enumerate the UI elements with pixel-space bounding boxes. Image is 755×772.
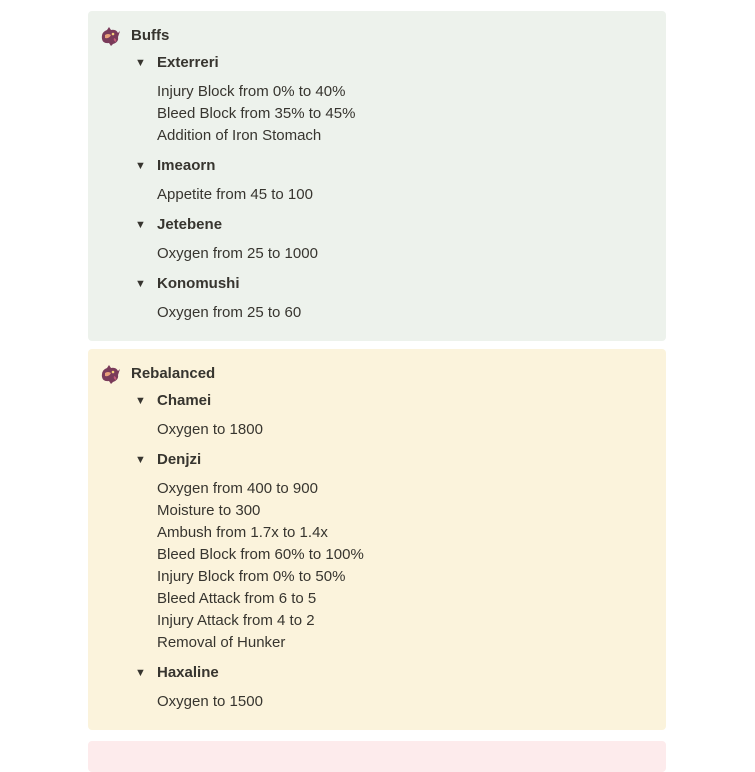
toggle-title: Exterreri: [157, 54, 219, 71]
list-item: Removal of Hunker: [157, 634, 286, 651]
toggle-arrow-icon[interactable]: ▼: [135, 160, 146, 172]
toggle-header[interactable]: [88, 214, 666, 236]
list-item: Oxygen to 1800: [157, 421, 263, 438]
toggle-arrow-icon[interactable]: ▼: [135, 667, 146, 679]
toggle-header[interactable]: [88, 273, 666, 295]
toggle-block: [88, 449, 666, 654]
toggle-arrow-icon[interactable]: ▼: [135, 395, 146, 407]
dragon-icon: [99, 25, 121, 47]
toggle-arrow-icon[interactable]: ▼: [135, 454, 146, 466]
list-item: Oxygen from 25 to 60: [157, 304, 302, 321]
toggle-header[interactable]: [88, 390, 666, 412]
toggle-arrow-icon[interactable]: ▼: [135, 278, 146, 290]
toggle-title: Chamei: [157, 392, 212, 409]
list-item: Addition of Iron Stomach: [157, 127, 322, 144]
list-item: Injury Block from 0% to 50%: [157, 568, 346, 585]
toggle-block: [88, 214, 666, 265]
callout-rebalanced: [88, 349, 666, 730]
toggle-title: Konomushi: [157, 275, 240, 292]
toggle-title: Haxaline: [157, 664, 219, 681]
list-item: Injury Block from 0% to 40%: [157, 83, 346, 100]
callout-title: Buffs: [131, 27, 170, 44]
list-item: Bleed Block from 60% to 100%: [157, 546, 364, 563]
list-item: Ambush from 1.7x to 1.4x: [157, 524, 328, 541]
toggle-header[interactable]: [88, 52, 666, 74]
toggle-title: Imeaorn: [157, 157, 216, 174]
toggle-title: Jetebene: [157, 216, 223, 233]
callout-buffs: [88, 11, 666, 341]
toggle-arrow-icon[interactable]: ▼: [135, 57, 146, 69]
callout-partial: [88, 741, 666, 772]
toggle-block: [88, 155, 666, 206]
callout-header: [88, 25, 666, 47]
list-item: Moisture to 300: [157, 502, 261, 519]
list-item: Oxygen from 25 to 1000: [157, 245, 318, 262]
toggle-block: [88, 273, 666, 324]
list-item: Injury Attack from 4 to 2: [157, 612, 315, 629]
toggle-header[interactable]: [88, 449, 666, 471]
toggle-header[interactable]: [88, 662, 666, 684]
dragon-icon: [99, 363, 121, 385]
toggle-block: [88, 662, 666, 713]
toggle-title: Denjzi: [157, 451, 202, 468]
toggle-header[interactable]: [88, 155, 666, 177]
list-item: Oxygen from 400 to 900: [157, 480, 318, 497]
toggle-arrow-icon[interactable]: ▼: [135, 219, 146, 231]
list-item: Bleed Attack from 6 to 5: [157, 590, 317, 607]
list-item: Oxygen to 1500: [157, 693, 263, 710]
list-item: Appetite from 45 to 100: [157, 186, 313, 203]
toggle-block: [88, 390, 666, 441]
callout-header: [88, 363, 666, 385]
toggle-block: [88, 52, 666, 147]
callout-title: Rebalanced: [131, 365, 216, 382]
list-item: Bleed Block from 35% to 45%: [157, 105, 356, 122]
